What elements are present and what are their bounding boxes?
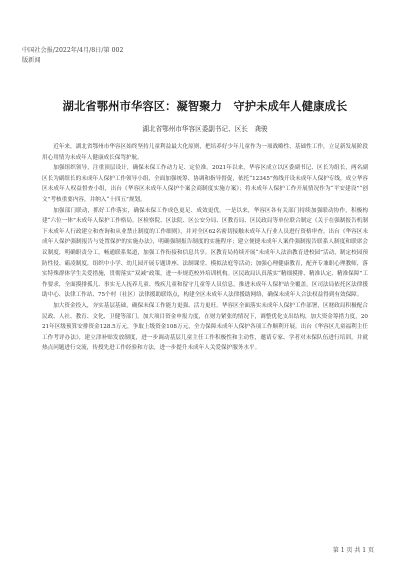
source-info xyxy=(22,46,123,65)
article-title: 湖北省鄂州市华容区：凝智聚力 守护未成年人健康成长 xyxy=(62,100,348,113)
article-body xyxy=(42,142,368,354)
article-byline: 湖北省鄂州市华容区委副书记、区长 龚骏 xyxy=(142,125,268,133)
source-line-1: 中国社会报/2022年/4月/8日/第 002 xyxy=(22,47,124,54)
paragraph: 近年来，湖北省鄂州市华容区始终坚持儿童利益最大化原则，把培养好少年儿童作为一项战略性、基础性工作，立足新发展阶段用心用情为未成年人健康成长保驾护航。 xyxy=(42,144,368,161)
paragraph: 加强组织领导，注重顶层设计，确保未保工作动力足、定位准。2021年以来，华容区成立以区委副书记、区长为组长，两名副区长为副组长的未成年人保护工作领导小组，全面加强统筹、协调和指导督促，依托“12345”热线开设未成年人保护专线，成立华容区未成年人权益督查小组，出台《华容区未成年人保护个案会商制度实施方案》；将未成年人保护工作开展情况作为“平安建设”“创文”考核重要内容，并纳入“十四五”规划。 xyxy=(42,165,368,203)
paragraph: 加大资金投入，夯实基层基础，确保未保工作能力更强、活力更旺。华容区全面落实未成年人保护工作部署，区财政局积极配合民政、人社、教育、文化、卫健等部门，加大项目资金申报力度，在财力紧张的情况下，调整优化支出结构，加大资金筹措力度，2021年区级预算安排资金128.5万元，争取上级资金108万元，全力保障未成年人保护各项工作顺利开展。出台《华容区儿童福利主任工作考评办法》，建立津补贴发放制度，进一步调动基层儿童主任工作积极性和主动性，邀请专家、学者对未保队伍进行培训，并就热点问题进行交流，传授先进工作经验和方法，进一步提升未成年人关爱保护服务水平。 xyxy=(42,302,368,352)
page-number: 第 1 页 共 1 页 xyxy=(332,547,374,554)
paragraph: 加强部门联动，抓好工作落实，确保未保工作成色更足、成效更优。一是以来，华容区各有关部门持续加强联动协作，积极构建“六位一体”未成年人保护工作格局。区检察院、区法院、区公安分局、区教育局、区民政局等单位联合制定《关于在强制报告机制下未成年人行政建立和查询和从业禁止制度的工作细则》，并对全区62名密切接触未成年人行业人员进行资格审查。出台《华容区未成年人保护强制报告与处置保护的实施办法》，明确强制报告制度的实施程序；建立便捷未成年人案件强制报告联系人制度和联席会议制度，明确职责分工，畅通联系渠道，加强工作衔接和信息共享。区教育局持续开展“未成年人法治教育进校园”活动，制定校园预防性侵、霸凌制度，组织中小学、幼儿园开展专题讲座、法制课堂、模拟法庭等活动；加强心理健康教育，配齐专兼职心理教师，落实特殊群体学生关爱措施，贯彻落实“双减”政策，进一步规范校外培训机构。区民政局认真落实“精细摸排、精准认定、精准保障”工作要求，全面摸排孤儿、事实无人抚养儿童、残疾儿童和留守儿童等人员信息，推进未成年人保护站全覆盖。区司法局依托区法律援助中心、法律工作站、75个村（社区）法律援助联络点，构建全区未成年人法律援助网络，确保未成年人合法权益得到有效保障。 xyxy=(42,207,368,299)
source-line-2: 版新闻 xyxy=(22,56,41,64)
